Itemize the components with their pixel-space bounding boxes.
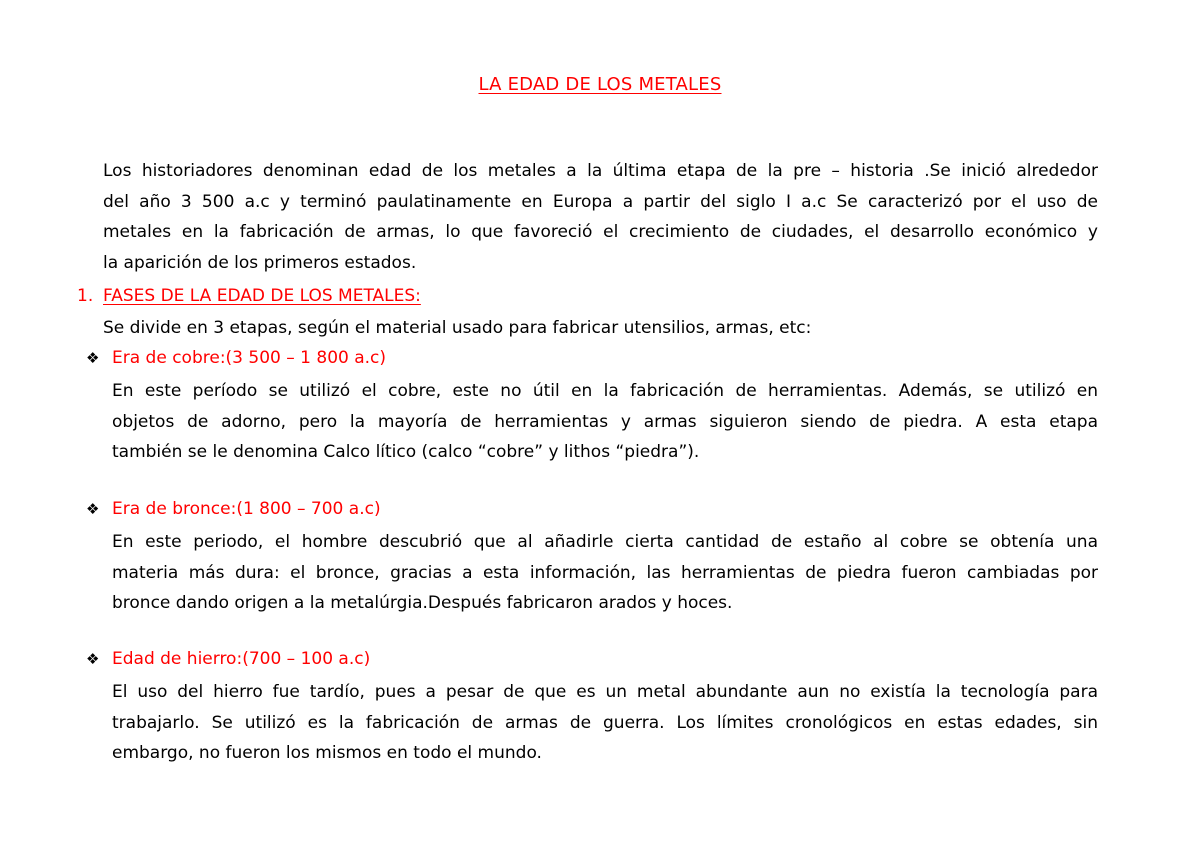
era-line: objetos de adorno, pero la mayoría de herramientas y armas siguieron siendo de piedra. A esta etapa (112, 411, 1098, 432)
era-line: El uso del hierro fue tardío, pues a pesar de que es un metal abundante aun no existía la tecnología para (112, 682, 1098, 702)
era-title-hierro (86, 649, 370, 669)
intro-line: del año 3 500 a.c y terminó paulatinamente en Europa a partir del siglo I a.c Se caracterizó por el uso de (103, 191, 1098, 212)
intro-line: la aparición de los primeros estados. (103, 252, 417, 273)
era-body-hierro (112, 677, 1098, 769)
era-line: materia más dura: el bronce, gracias a esta información, las herramientas de piedra fueron cambiadas por (112, 562, 1098, 583)
section-heading (77, 286, 421, 306)
era-line: En este periodo, el hombre descubrió que al añadirle cierta cantidad de estaño al cobre se obtenía una (112, 532, 1098, 552)
section-heading-text: FASES DE LA EDAD DE LOS METALES: (103, 286, 421, 306)
intro-line: Los historiadores denominan edad de los metales a la última etapa de la pre – historia .Se inició alrededor (103, 161, 1098, 181)
era-line: bronce dando origen a la metalúrgia.Después fabricaron arados y hoces. (112, 593, 733, 613)
document-title: LA EDAD DE LOS METALES (478, 74, 722, 95)
era-title-text: Era de bronce:(1 800 – 700 a.c) (112, 499, 381, 519)
era-title-bronce (86, 499, 381, 519)
era-body-bronce (112, 527, 1098, 619)
diamond-bullet-icon: ❖ (86, 349, 100, 367)
era-line: embargo, no fueron los mismos en todo el mundo. (112, 743, 542, 763)
era-line: En este período se utilizó el cobre, este no útil en la fabricación de herramientas. Además, se utilizó en (112, 381, 1098, 401)
era-line: también se le denomina Calco lítico (calco “cobre” y lithos “piedra”). (112, 442, 700, 462)
era-title-text: Era de cobre:(3 500 – 1 800 a.c) (112, 348, 387, 368)
diamond-bullet-icon: ❖ (86, 500, 100, 518)
intro-line: metales en la fabricación de armas, lo que favoreció el crecimiento de ciudades, el desarrollo económico y (103, 222, 1098, 242)
era-body-cobre (112, 376, 1098, 468)
era-line: trabajarlo. Se utilizó es la fabricación de armas de guerra. Los límites cronológicos en estas edades, sin (112, 712, 1098, 733)
era-title-cobre (86, 348, 386, 368)
era-title-text: Edad de hierro:(700 – 100 a.c) (112, 649, 371, 669)
diamond-bullet-icon: ❖ (86, 650, 100, 668)
section-number: 1. (77, 286, 94, 306)
section-intro: Se divide en 3 etapas, según el material usado para fabricar utensilios, armas, etc: (103, 318, 812, 338)
intro-paragraph (103, 156, 1098, 278)
